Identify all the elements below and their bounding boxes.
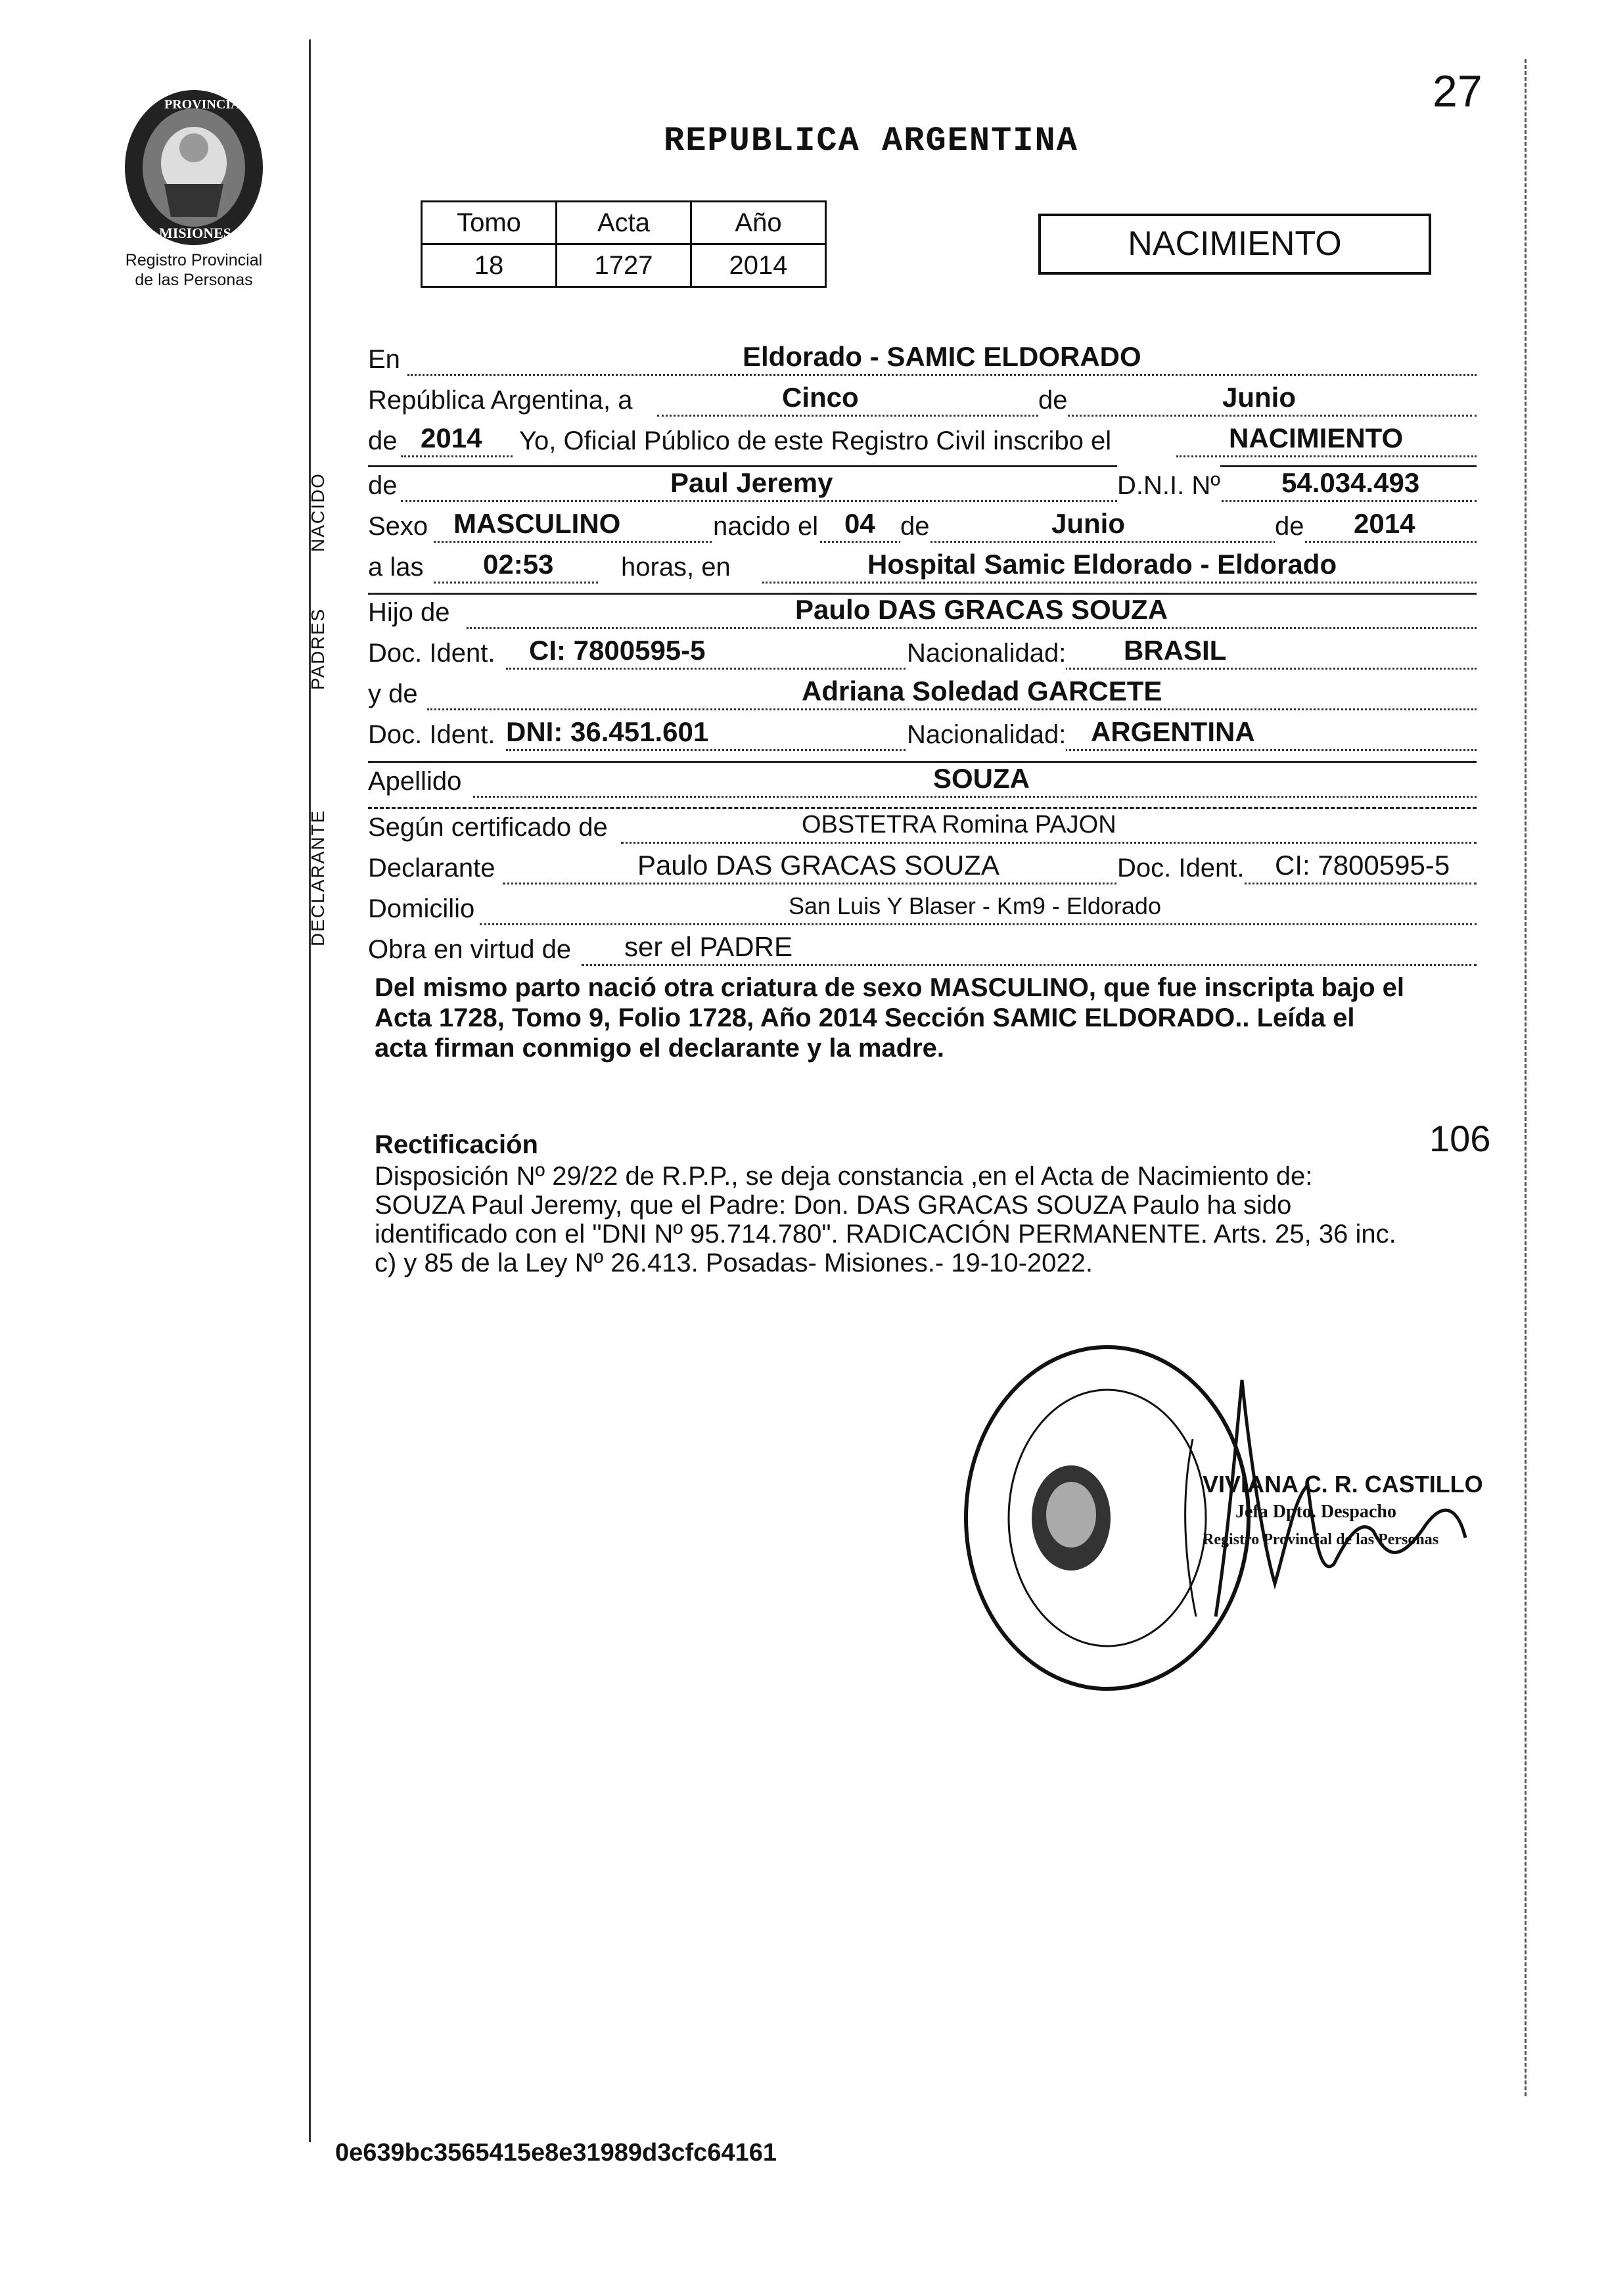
- row-hijo-de: [368, 595, 1477, 635]
- signer-role: Jefa Dpto. Despacho: [1235, 1502, 1396, 1522]
- seal-text-top: PROVINCIA DE: [164, 97, 262, 112]
- row-sexo: [368, 509, 1477, 549]
- rectificacion-title: Rectificación: [375, 1130, 538, 1159]
- label-officer: Yo, Oficial Público de este Registro Civil inscribo el: [519, 426, 1112, 455]
- label-domicilio: Domicilio: [368, 894, 475, 923]
- value-father-doc: CI: 7800595-5: [529, 635, 706, 666]
- rectificacion-line: Disposición Nº 29/22 de R.P.P., se deja constancia ,en el Acta de Nacimiento de:: [375, 1162, 1313, 1191]
- row-year: [368, 423, 1477, 464]
- row-domicilio: [368, 891, 1477, 932]
- value-declarante: Paulo DAS GRACAS SOUZA: [637, 850, 999, 881]
- value-child-dni: 54.034.493: [1281, 467, 1420, 498]
- row-obra: [368, 932, 1477, 973]
- label-y-de: y de: [368, 679, 418, 708]
- row-declarante: [368, 850, 1477, 891]
- note-line: Acta 1728, Tomo 9, Folio 1728, Año 2014 Sección SAMIC ELDORADO.. Leída el: [375, 1003, 1355, 1032]
- record-type-box: NACIMIENTO: [1038, 214, 1431, 275]
- row-republica: [368, 382, 1477, 423]
- value-mother-nationality: ARGENTINA: [1091, 716, 1255, 747]
- signer-name: VIVIANA C. R. CASTILLO: [1203, 1471, 1483, 1498]
- ref-value-tomo: 18: [422, 244, 557, 287]
- label-apellido: Apellido: [368, 767, 462, 796]
- rectificacion-line: SOUZA Paul Jeremy, que el Padre: Don. DAS GRACAS SOUZA Paulo ha sido: [375, 1191, 1292, 1220]
- left-margin-line: [309, 39, 311, 2142]
- divider: [368, 761, 1477, 763]
- label-horas-en: horas, en: [621, 553, 731, 582]
- note-line: acta firman conmigo el declarante y la madre.: [375, 1034, 944, 1063]
- note-line: Del mismo parto nació otra criatura de sexo MASCULINO, que fue inscripta bajo el: [375, 973, 1405, 1002]
- birth-note: [375, 973, 1492, 1063]
- label-a-las: a las: [368, 553, 424, 582]
- row-hora: [368, 549, 1477, 590]
- label-certificado: Según certificado de: [368, 813, 608, 842]
- value-sexo: MASCULINO: [453, 508, 621, 539]
- value-month: Junio: [1222, 382, 1296, 413]
- label-nacido-el: nacido el: [713, 506, 818, 547]
- side-label-nacido: NACIDO: [308, 472, 328, 552]
- ref-header-tomo: Tomo: [422, 202, 557, 244]
- value-apellido: SOUZA: [933, 763, 1030, 794]
- side-label-padres: PADRES: [308, 607, 328, 690]
- ref-value-ano: 2014: [691, 244, 826, 287]
- value-event: NACIMIENTO: [1229, 423, 1404, 453]
- label-nacionalidad: Nacionalidad:: [907, 714, 1066, 755]
- label-doc-ident: Doc. Ident.: [1117, 848, 1244, 888]
- value-birth-month: Junio: [1051, 508, 1125, 539]
- value-child-name: Paul Jeremy: [670, 467, 833, 498]
- label-de: de: [900, 506, 930, 547]
- signer-org: Registro Provincial de las Personas: [1203, 1531, 1439, 1548]
- ref-header-acta: Acta: [557, 202, 691, 244]
- value-birth-place: Hospital Samic Eldorado - Eldorado: [867, 549, 1337, 580]
- value-declarante-doc: CI: 7800595-5: [1275, 850, 1450, 881]
- label-year-de: de: [368, 426, 398, 455]
- row-certificado: [368, 810, 1477, 850]
- value-day: Cinco: [782, 382, 859, 413]
- row-father-doc: [368, 635, 1477, 676]
- label-nacionalidad: Nacionalidad:: [907, 633, 1066, 674]
- value-birth-time: 02:53: [483, 549, 554, 580]
- value-father-name: Paulo DAS GRACAS SOUZA: [795, 594, 1168, 625]
- rectificacion-line: identificado con el "DNI Nº 95.714.780". RADICACIÓN PERMANENTE. Arts. 25, 36 inc.: [375, 1220, 1396, 1249]
- label-republica: República Argentina, a: [368, 386, 633, 415]
- value-birth-year: 2014: [1354, 508, 1415, 539]
- province-seal: [118, 85, 269, 250]
- label-de: de: [368, 471, 398, 500]
- ref-value-acta: 1727: [557, 244, 691, 287]
- label-dni: D.N.I. Nº: [1117, 465, 1220, 506]
- label-sexo: Sexo: [368, 512, 428, 541]
- reference-table: [421, 200, 827, 288]
- rectificacion-number: 106: [1429, 1118, 1491, 1159]
- value-certificado: OBSTETRA Romina PAJON: [802, 811, 1116, 838]
- row-mother-doc: [368, 717, 1477, 758]
- value-father-nationality: BRASIL: [1124, 635, 1227, 666]
- registry-label-2: de las Personas: [135, 271, 253, 289]
- country-title: REPUBLICA ARGENTINA: [664, 122, 1078, 160]
- value-mother-doc: DNI: 36.451.601: [506, 716, 709, 747]
- label-en: En: [368, 345, 400, 374]
- value-obra: ser el PADRE: [624, 931, 793, 962]
- value-place: Eldorado - SAMIC ELDORADO: [743, 341, 1141, 372]
- label-hijo-de: Hijo de: [368, 598, 450, 627]
- value-domicilio: San Luis Y Blaser - Km9 - Eldorado: [789, 892, 1161, 919]
- value-year: 2014: [421, 423, 482, 453]
- rectificacion-line: c) y 85 de la Ley Nº 26.413. Posadas- Misiones.- 19-10-2022.: [375, 1249, 1093, 1277]
- right-margin-line: [1525, 59, 1527, 2096]
- registry-label-1: Registro Provincial: [125, 251, 263, 269]
- label-doc-ident: Doc. Ident.: [368, 639, 495, 668]
- row-apellido: [368, 764, 1477, 804]
- label-de: de: [1038, 380, 1068, 421]
- document-hash: 0e639bc3565415e8e31989d3cfc64161: [335, 2139, 777, 2167]
- side-label-declarante: DECLARANTE: [308, 809, 328, 946]
- row-en: [368, 342, 1477, 382]
- value-birth-day: 04: [844, 508, 875, 539]
- page-number: 27: [1433, 66, 1482, 116]
- label-declarante: Declarante: [368, 854, 495, 883]
- row-y-de: [368, 676, 1477, 717]
- label-de: de: [1275, 506, 1304, 547]
- label-obra: Obra en virtud de: [368, 935, 572, 964]
- label-doc-ident: Doc. Ident.: [368, 720, 495, 749]
- rectificacion-body: [375, 1162, 1492, 1277]
- seal-text-bottom: MISIONES: [159, 225, 232, 241]
- ref-header-ano: Año: [691, 202, 826, 244]
- value-mother-name: Adriana Soledad GARCETE: [802, 676, 1162, 706]
- row-nacido-de: [368, 468, 1477, 509]
